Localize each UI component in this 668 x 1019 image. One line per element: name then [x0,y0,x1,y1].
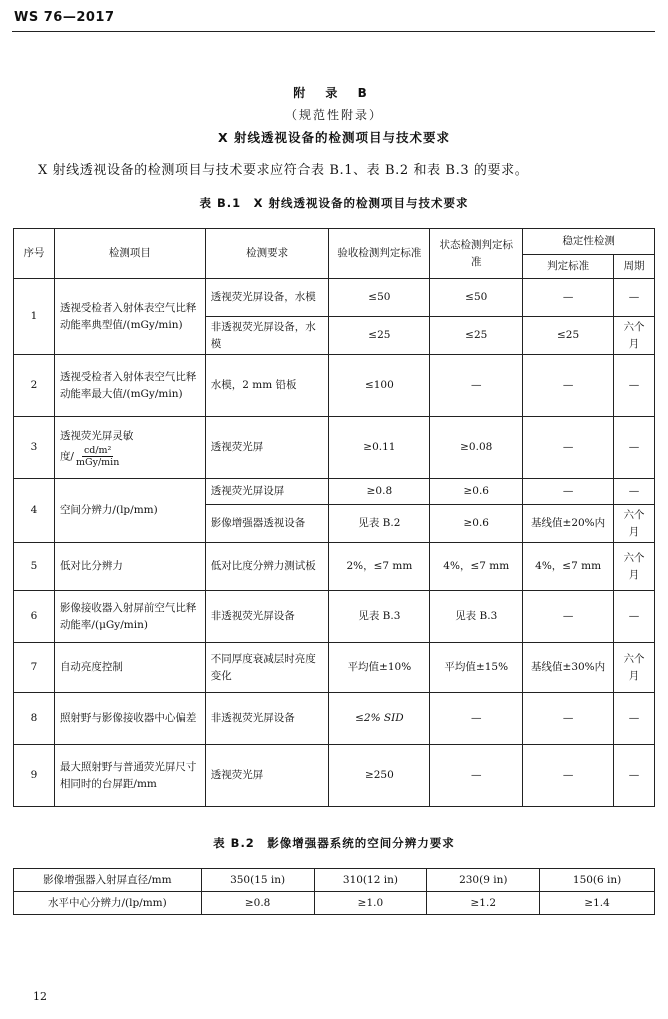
row-seq: 3 [14,417,55,479]
row-item [54,417,205,479]
row-stability: — [523,279,614,317]
appendix-title: 附 录 B [293,86,375,100]
row-seq: 5 [14,543,55,591]
row-requirement: 非透视荧光屏设备，水模 [205,317,329,355]
row-status: 4%，≤7 mm [430,543,523,591]
row-requirement: 非透视荧光屏设备 [205,591,329,643]
row-stability: — [523,693,614,745]
table-row [14,479,655,505]
row-item: 最大照射野与普通荧光屏尺寸相同时的台屏距/mm [54,745,205,807]
row-stability: — [523,745,614,807]
header-requirement: 检测要求 [205,229,329,279]
table-row [14,355,655,417]
row-seq: 4 [14,479,55,543]
table-b1 [13,228,655,807]
table-row [14,279,655,317]
row-seq: 6 [14,591,55,643]
row-acceptance: ≤25 [329,317,430,355]
row-period: — [614,355,655,417]
cell: ≥1.0 [314,892,427,915]
row-item: 空间分辨力/(lp/mm) [54,479,205,543]
row-item-unit [60,445,200,468]
row-period: — [614,479,655,505]
row-acceptance: 见表 B.3 [329,591,430,643]
fraction-denominator: mGy/min [75,456,120,468]
row-status: ≥0.6 [430,505,523,543]
table-row [14,417,655,479]
row-requirement: 不同厚度衰减层时亮度变化 [205,643,329,693]
table2-caption: 表 B.2 影像增强器系统的空间分辨力要求 [213,836,455,850]
table-row [14,745,655,807]
table-row [14,543,655,591]
row-acceptance: ≥250 [329,745,430,807]
cell: ≥0.8 [201,892,314,915]
document-code: WS 76—2017 [14,10,115,25]
row-item: 照射野与影像接收器中心偏差 [54,693,205,745]
row-seq: 2 [14,355,55,417]
row-item-text: 透视荧光屏灵敏 [59,429,134,442]
row-period: — [614,417,655,479]
cell: 350(15 in) [201,869,314,892]
row-acceptance: ≤100 [329,355,430,417]
row-acceptance: 2%，≤7 mm [329,543,430,591]
row-item: 低对比分辨力 [54,543,205,591]
table-row [14,693,655,745]
row-requirement: 透视荧光屏 [205,745,329,807]
row-status: ≥0.08 [430,417,523,479]
row-acceptance: ≤50 [329,279,430,317]
header-rule [12,31,655,32]
header-stability: 稳定性检测 [523,229,655,255]
row-stability: 基线值±20%内 [523,505,614,543]
table-b2 [13,868,655,915]
row-stability: ≤25 [523,317,614,355]
row-stability: — [523,355,614,417]
row-status: ≤25 [430,317,523,355]
row-seq: 8 [14,693,55,745]
cell: 150(6 in) [540,869,655,892]
header-stability-criteria: 判定标准 [523,255,614,279]
row-acceptance: 平均值±10% [329,643,430,693]
row-status: ≥0.6 [430,479,523,505]
row-item: 透视受检者入射体表空气比释动能率典型值/(mGy/min) [54,279,205,355]
table-row [14,892,655,915]
row-seq: 7 [14,643,55,693]
row-item: 透视受检者入射体表空气比释动能率最大值/(mGy/min) [54,355,205,417]
row-acceptance: ≥0.8 [329,479,430,505]
row-item-du: 度/ [59,450,74,462]
row-status: ≤50 [430,279,523,317]
row-seq: 1 [14,279,55,355]
row-requirement: 透视荧光屏 [205,417,329,479]
row-item: 影像接收器入射屏前空气比释动能率/(μGy/min) [54,591,205,643]
row-status: — [430,745,523,807]
row-acceptance: 见表 B.2 [329,505,430,543]
page-number: 12 [33,990,47,1003]
cell: 230(9 in) [427,869,540,892]
cell: ≥1.2 [427,892,540,915]
table-row [14,591,655,643]
row-acceptance: ≥0.11 [329,417,430,479]
header-item: 检测项目 [54,229,205,279]
row-stability: 基线值±30%内 [523,643,614,693]
row-period: — [614,279,655,317]
table-row [14,643,655,693]
row-period: — [614,745,655,807]
table-row [14,869,655,892]
row-period: 六个月 [614,543,655,591]
row-status: — [430,355,523,417]
row-period: — [614,591,655,643]
row-requirement: 非透视荧光屏设备 [205,693,329,745]
cell: 310(12 in) [314,869,427,892]
row-requirement: 低对比度分辨力测试板 [205,543,329,591]
row-requirement: 透视荧光屏设屏 [205,479,329,505]
row-requirement: 水模，2 mm 铅板 [205,355,329,417]
appendix-name: X 射线透视设备的检测项目与技术要求 [218,130,450,145]
row-seq: 9 [14,745,55,807]
row-period: 六个月 [614,643,655,693]
header-stability-period: 周期 [614,255,655,279]
row-period: 六个月 [614,505,655,543]
row-period: — [614,693,655,745]
row-requirement: 影像增强器透视设备 [205,505,329,543]
header-status: 状态检测判定标准 [430,229,523,279]
row-status: — [430,693,523,745]
row-label: 影像增强器入射屏直径/mm [14,869,202,892]
row-label: 水平中心分辨力/(lp/mm) [14,892,202,915]
header-seq: 序号 [14,229,55,279]
row-stability: — [523,591,614,643]
appendix-subtitle: （规范性附录） [284,108,383,122]
row-status: 平均值±15% [430,643,523,693]
intro-paragraph: X 射线透视设备的检测项目与技术要求应符合表 B.1、表 B.2 和表 B.3 的要求。 [38,163,529,178]
fraction-numerator: cd/m² [83,444,112,456]
row-stability: 4%，≤7 mm [523,543,614,591]
row-status: 见表 B.3 [430,591,523,643]
row-item: 自动亮度控制 [54,643,205,693]
row-requirement: 透视荧光屏设备，水模 [205,279,329,317]
unit-fraction [74,445,121,468]
header-acceptance: 验收检测判定标准 [329,229,430,279]
row-period: 六个月 [614,317,655,355]
row-acceptance: ≤2% SID [329,693,430,745]
row-stability: — [523,479,614,505]
cell: ≥1.4 [540,892,655,915]
table1-caption: 表 B.1 X 射线透视设备的检测项目与技术要求 [199,196,469,210]
row-stability: — [523,417,614,479]
